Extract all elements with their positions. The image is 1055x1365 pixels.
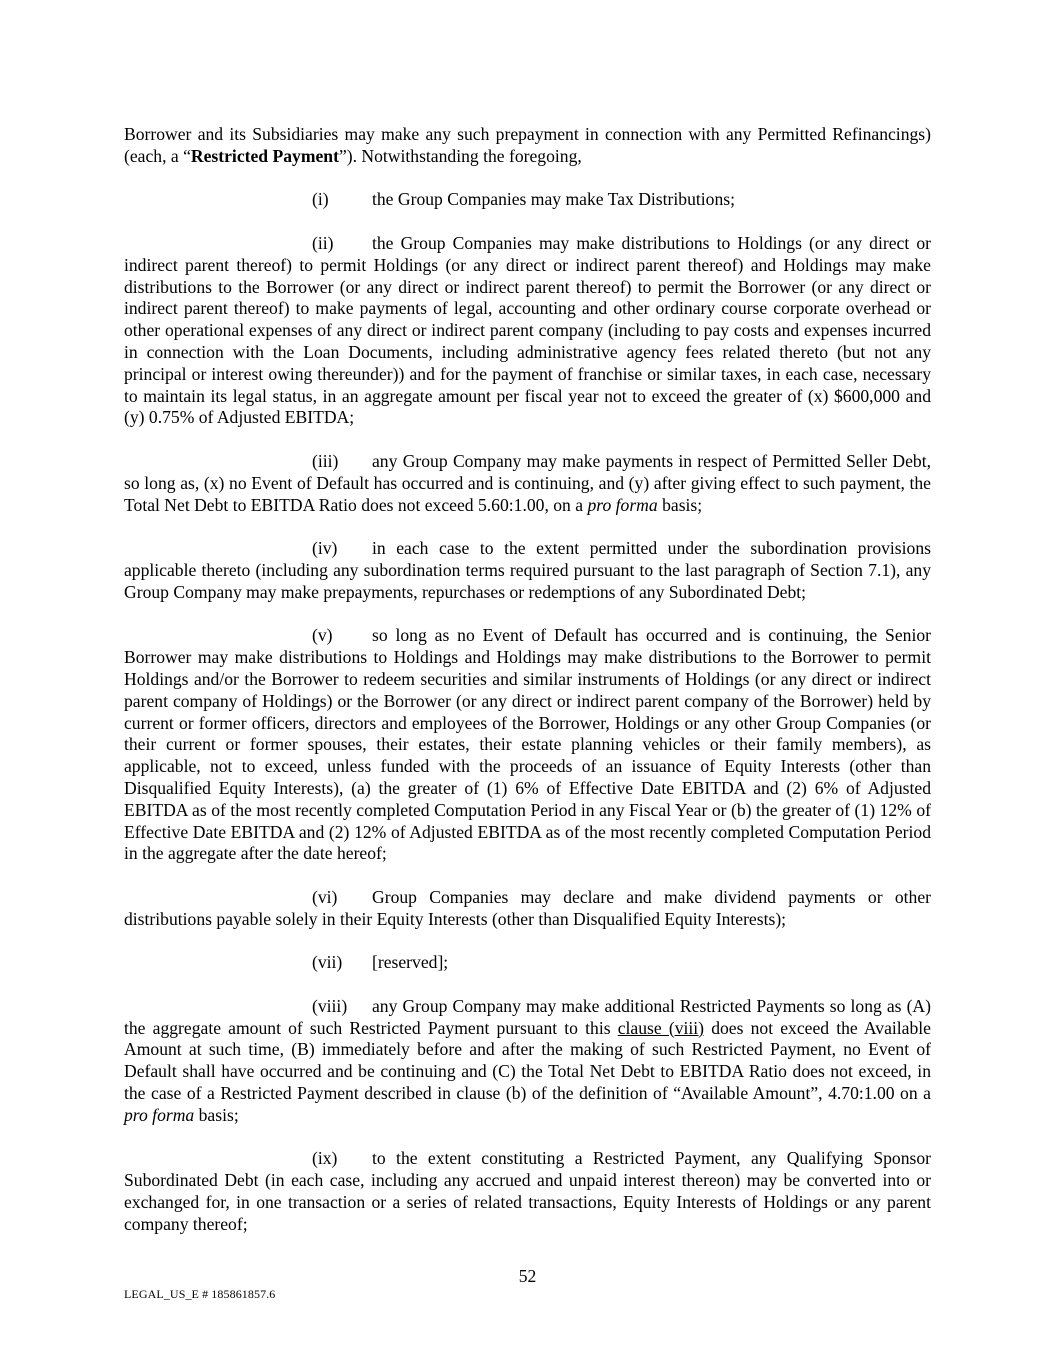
clause-text: Group Companies may declare and make dividend payments or other distributions payable solely in their Equity Interests (other than Disqualified Equity Interests); xyxy=(124,886,931,929)
clause-text: any Group Company may make payments in respect of Permitted Seller Debt, so long as, (x) no Event of Default has occurred and is continuing, and (y) after giving effect to such payment, the Total Net Debt to EBITDA Ratio does not exceed 5.60:1.00, on a xyxy=(124,450,931,515)
clause-text: [reserved]; xyxy=(372,952,449,973)
clause-i xyxy=(124,189,931,211)
clause-text-end: basis; xyxy=(194,1104,239,1125)
clause-number: (vii) xyxy=(312,952,343,973)
clause-italic-term: pro forma xyxy=(124,1104,195,1125)
clause-number: (viii) xyxy=(312,995,348,1016)
intro-paragraph xyxy=(124,124,931,168)
clause-text: so long as no Event of Default has occurred and is continuing, the Senior Borrower may make distributions to Holdings and Holdings may make distributions to the Borrower to permit Holdings and/or the Borrower to redeem securities and similar instruments of Holdings (or any direct or indirect parent company of Holdings) or the Borrower (or any direct or indirect parent company of the Borrower) held by current or former officers, directors and employees of the Borrower, Holdings or any other Group Companies (or their current or former spouses, their estates, their estate planning vehicles or their family members), as applicable, not to exceed, unless funded with the proceeds of an issuance of Equity Interests (other than Disqualified Equity Interests), (a) the greater of (1) 6% of Effective Date EBITDA and (2) 6% of Adjusted EBITDA as of the most recently completed Computation Period in any Fiscal Year or (b) the greater of (1) 12% of Effective Date EBITDA and (2) 12% of Adjusted EBITDA as of the most recently completed Computation Period in the aggregate after the date hereof; xyxy=(124,625,931,864)
clause-number: (i) xyxy=(312,189,329,210)
clause-text-end: basis; xyxy=(657,494,703,515)
clause-number: (vi) xyxy=(312,886,338,907)
clause-text: the Group Companies may make Tax Distributions; xyxy=(372,189,735,210)
clause-number: (ii) xyxy=(312,232,334,253)
clause-viii xyxy=(124,996,931,1127)
clause-vii xyxy=(124,952,931,974)
clause-text-continued: does not exceed the Available Amount at such time, (B) immediately before and after the making of such Restricted Payment, no Event of Default shall have occurred and be continuing and (C) the Total Net Debt to EBITDA Ratio does not exceed, in the case of a Restricted Payment described in clause (b) of the definition of “Available Amount”, 4.70:1.00 on a xyxy=(124,1017,931,1104)
clause-number: (v) xyxy=(312,625,333,646)
intro-text-end: ”). Notwithstanding the foregoing, xyxy=(338,145,582,166)
clause-number: (ix) xyxy=(312,1148,338,1169)
clause-ix xyxy=(124,1148,931,1235)
document-id: LEGAL_US_E # 185861857.6 xyxy=(124,1287,276,1301)
clause-text: in each case to the extent permitted under the subordination provisions applicable thereto (including any subordination terms required pursuant to the last paragraph of Section 7.1), any Group Company may make prepayments, repurchases or redemptions of any Subordinated Debt; xyxy=(124,538,931,602)
clause-vi xyxy=(124,887,931,931)
document-body xyxy=(124,124,931,1257)
intro-text: Borrower and its Subsidiaries may make any such prepayment in connection with any Permitted Refinancings) (each, a “ xyxy=(124,124,931,166)
clause-iii xyxy=(124,451,931,516)
defined-term: Restricted Payment xyxy=(190,145,339,166)
clause-ii xyxy=(124,233,931,429)
clause-number: (iv) xyxy=(312,538,338,559)
clause-number: (iii) xyxy=(312,450,339,471)
clause-iv xyxy=(124,538,931,603)
clause-italic-term: pro forma xyxy=(587,494,658,515)
page-number: 52 xyxy=(518,1266,537,1286)
clause-text: to the extent constituting a Restricted Payment, any Qualifying Sponsor Subordinated Debt (in each case, including any accrued and unpaid interest thereon) may be converted into or exchanged for, in one transaction or a series of related transactions, Equity Interests of Holdings or any parent company thereof; xyxy=(124,1148,931,1234)
clause-v xyxy=(124,625,931,865)
clause-text: any Group Company may make additional Restricted Payments so long as (A) the aggregate amount of such Restricted Payment pursuant to this xyxy=(124,995,931,1038)
clause-text: the Group Companies may make distributions to Holdings (or any direct or indirect parent thereof) to permit Holdings (or any direct or indirect parent thereof) and Holdings may make distributions to the Borrower (or any direct or indirect parent thereof) to permit the Borrower (or any direct or indirect parent thereof) to make payments of legal, accounting and other ordinary course corporate overhead or other operational expenses of any direct or indirect parent company (including to pay costs and expenses incurred in connection with the Loan Documents, including administrative agency fees related thereto (but not any principal or interest owing thereunder)) and for the payment of franchise or similar taxes, in each case, necessary to maintain its legal status, in an aggregate amount per fiscal year not to exceed the greater of (x) $600,000 and (y) 0.75% of Adjusted EBITDA; xyxy=(124,232,931,428)
clause-cross-reference: clause (viii) xyxy=(617,1017,705,1038)
